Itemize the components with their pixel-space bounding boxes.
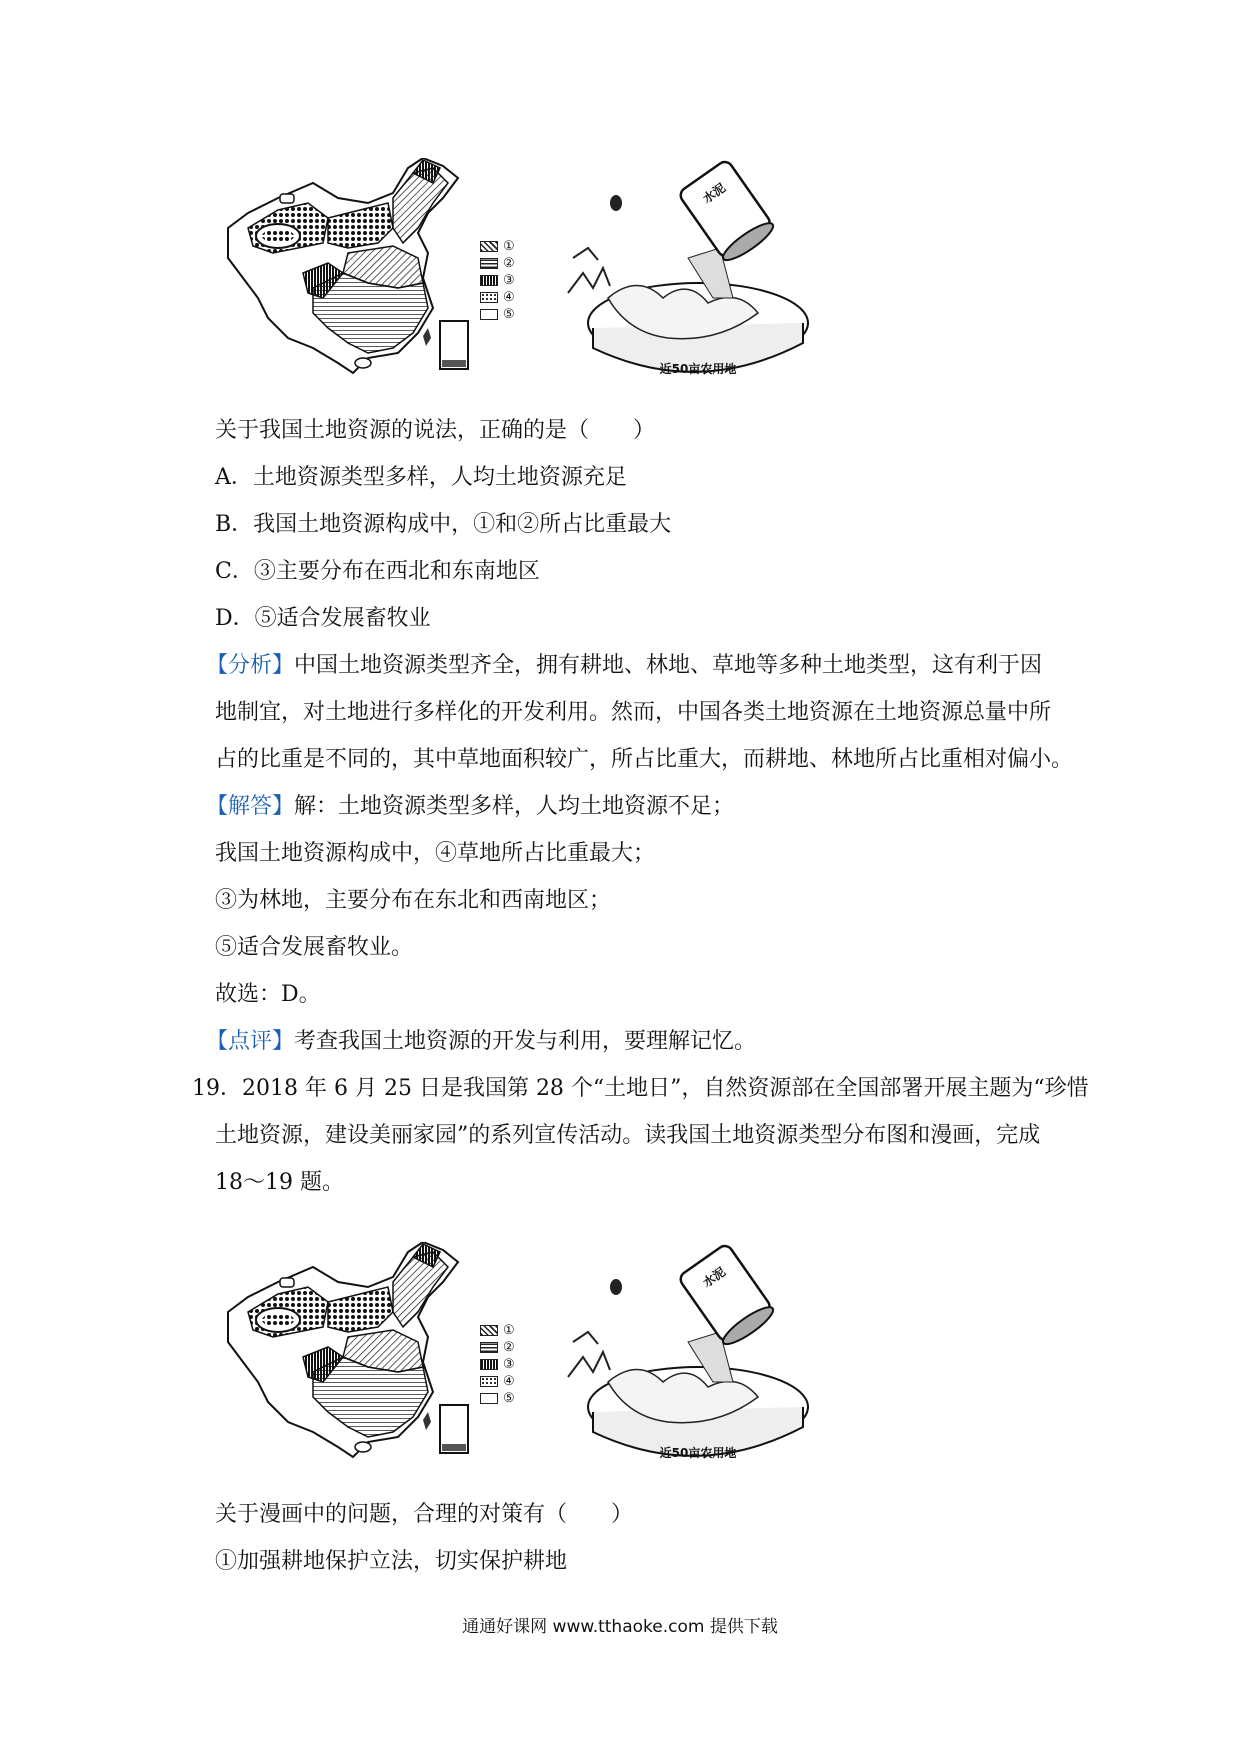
answer-line: ③为林地，主要分布在东北和西南地区； xyxy=(215,888,612,913)
cartoon-bucket-label: 水泥 xyxy=(700,180,729,206)
q19-stem-line: 19．2018 年 6 月 25 日是我国第 28 个“土地日”，自然资源部在全国部署开展主题为“珍惜 xyxy=(192,1076,1089,1101)
cartoon-bucket-label: 水泥 xyxy=(700,1264,729,1290)
question-number: 19． xyxy=(192,1076,242,1101)
cartoon-plaque-label: 近50亩农用地 xyxy=(659,1446,737,1460)
map-legend xyxy=(480,238,530,323)
figure-map-and-cartoon xyxy=(218,148,818,403)
cement-cartoon xyxy=(548,148,818,403)
comment-line: 【点评】考查我国土地资源的开发与利用，要理解记忆。 xyxy=(206,1029,757,1054)
analysis-line: 地制宜，对土地进行多样化的开发利用。然而，中国各类土地资源在土地资源总量中所 xyxy=(215,700,1052,725)
q19-question: 关于漫画中的问题，合理的对策有（ ） xyxy=(215,1502,634,1527)
q19-stem-line: 18～19 题。 xyxy=(215,1170,344,1195)
legend-item: ⑤ xyxy=(480,306,530,323)
q19-stem-line: 土地资源，建设美丽家园”的系列宣传活动。读我国土地资源类型分布图和漫画，完成 xyxy=(215,1123,1041,1148)
analysis-tag: 【分析】 xyxy=(206,653,295,678)
legend-item: ① xyxy=(480,1322,530,1339)
legend-item: ④ xyxy=(480,289,530,306)
cement-cartoon xyxy=(548,1232,818,1487)
legend-item: ② xyxy=(480,255,530,272)
legend-item: ④ xyxy=(480,1373,530,1390)
legend-item: ⑤ xyxy=(480,1390,530,1407)
page-footer: 通通好课网 www.tthaoke.com 提供下载 xyxy=(462,1617,778,1637)
answer-line: 我国土地资源构成中，④草地所占比重最大； xyxy=(215,841,656,866)
question-stem: 关于我国土地资源的说法，正确的是（ ） xyxy=(215,418,656,443)
china-land-type-map xyxy=(218,158,518,398)
option-a: A．土地资源类型多样，人均土地资源充足 xyxy=(215,465,627,490)
legend-item: ③ xyxy=(480,1356,530,1373)
legend-item: ② xyxy=(480,1339,530,1356)
comment-tag: 【点评】 xyxy=(206,1029,295,1054)
china-land-type-map xyxy=(218,1242,518,1482)
analysis-line: 占的比重是不同的，其中草地面积较广，所占比重大，而耕地、林地所占比重相对偏小。 xyxy=(215,747,1074,772)
q19-item: ①加强耕地保护立法，切实保护耕地 xyxy=(215,1549,568,1574)
answer-line: 故选：D。 xyxy=(215,982,321,1007)
option-b: B．我国土地资源构成中，①和②所占比重最大 xyxy=(215,512,672,537)
analysis-line: 【分析】中国土地资源类型齐全，拥有耕地、林地、草地等多种土地类型，这有利于因 xyxy=(206,653,1043,678)
map-legend xyxy=(480,1322,530,1407)
answer-line: ⑤适合发展畜牧业。 xyxy=(215,935,414,960)
legend-item: ① xyxy=(480,238,530,255)
option-d: D．⑤适合发展畜牧业 xyxy=(215,606,431,631)
answer-line: 【解答】解：土地资源类型多样，人均土地资源不足； xyxy=(206,794,735,819)
answer-tag: 【解答】 xyxy=(206,794,295,819)
option-c: C．③主要分布在西北和东南地区 xyxy=(215,559,540,584)
figure-map-and-cartoon xyxy=(218,1232,818,1487)
cartoon-plaque-label: 近50亩农用地 xyxy=(659,362,737,376)
legend-item: ③ xyxy=(480,272,530,289)
